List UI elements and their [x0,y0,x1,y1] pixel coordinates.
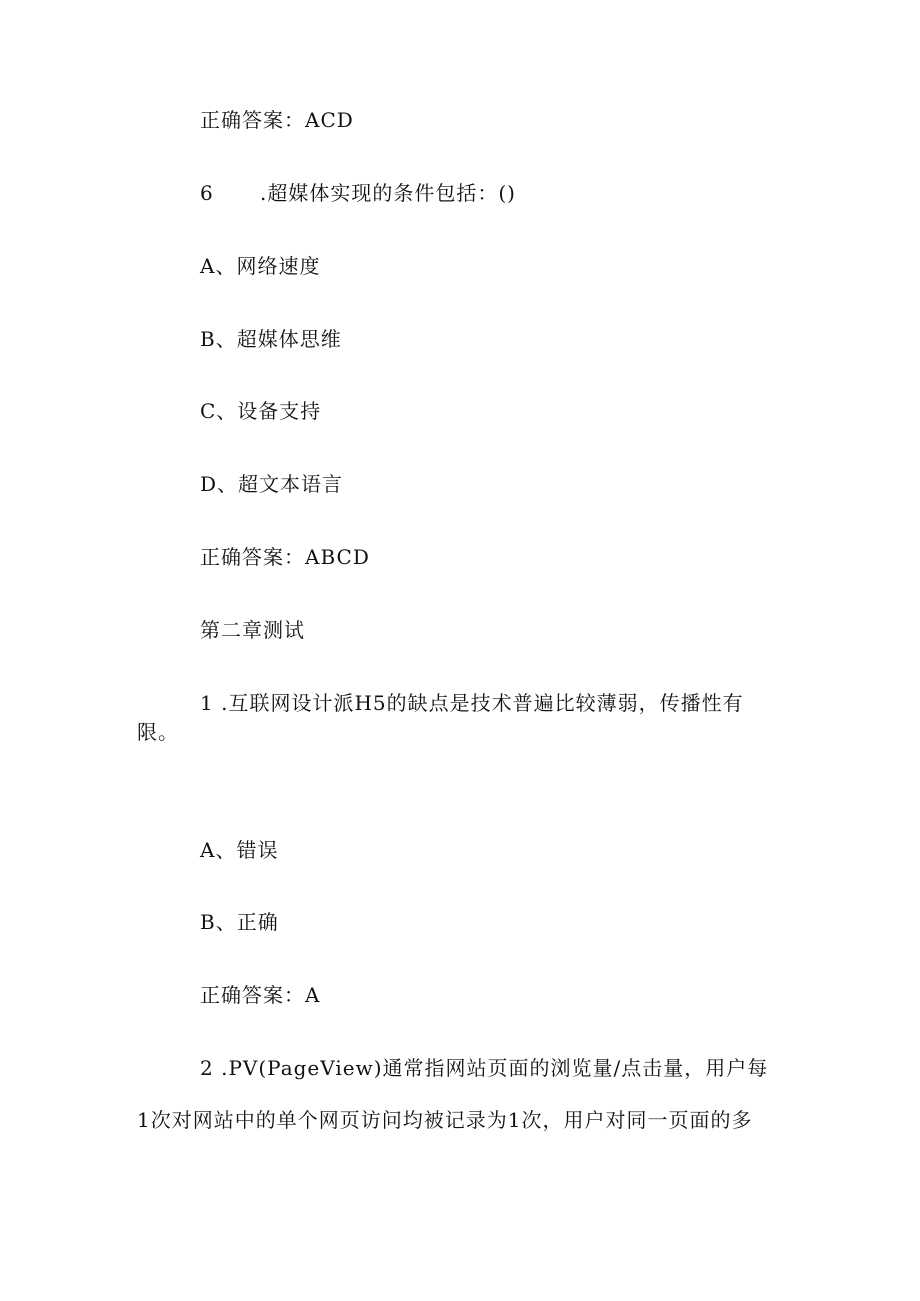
option-d: D、超文本语言 [200,472,344,496]
c2-question-2-line1: 2 .PV(PageView)通常指网站页面的浏览量/点击量，用户每 [200,1056,769,1080]
chapter-title: 第二章测试 [200,618,305,642]
c2-question-1-line2: 限。 [137,720,179,744]
question-6 [200,178,516,208]
answer-q5: 正确答案：ACD [200,108,354,132]
option-c: C、设备支持 [200,399,322,423]
option-a: A、网络速度 [200,254,321,278]
c2-question-2-line2: 1次对网站中的单个网页访问均被记录为1次，用户对同一页面的多 [137,1108,753,1132]
option-b: B、超媒体思维 [200,327,342,351]
answer-q6: 正确答案：ABCD [200,545,370,569]
answer-c2q1: 正确答案：A [200,983,321,1007]
c2-question-1-line1: 1 .互联网设计派H5的缺点是技术普遍比较薄弱，传播性有 [200,691,744,715]
option-b: B、正确 [200,910,279,934]
option-a: A、错误 [200,838,279,862]
question-number: 6 [200,181,214,205]
question-text: .超媒体实现的条件包括：() [260,181,516,205]
